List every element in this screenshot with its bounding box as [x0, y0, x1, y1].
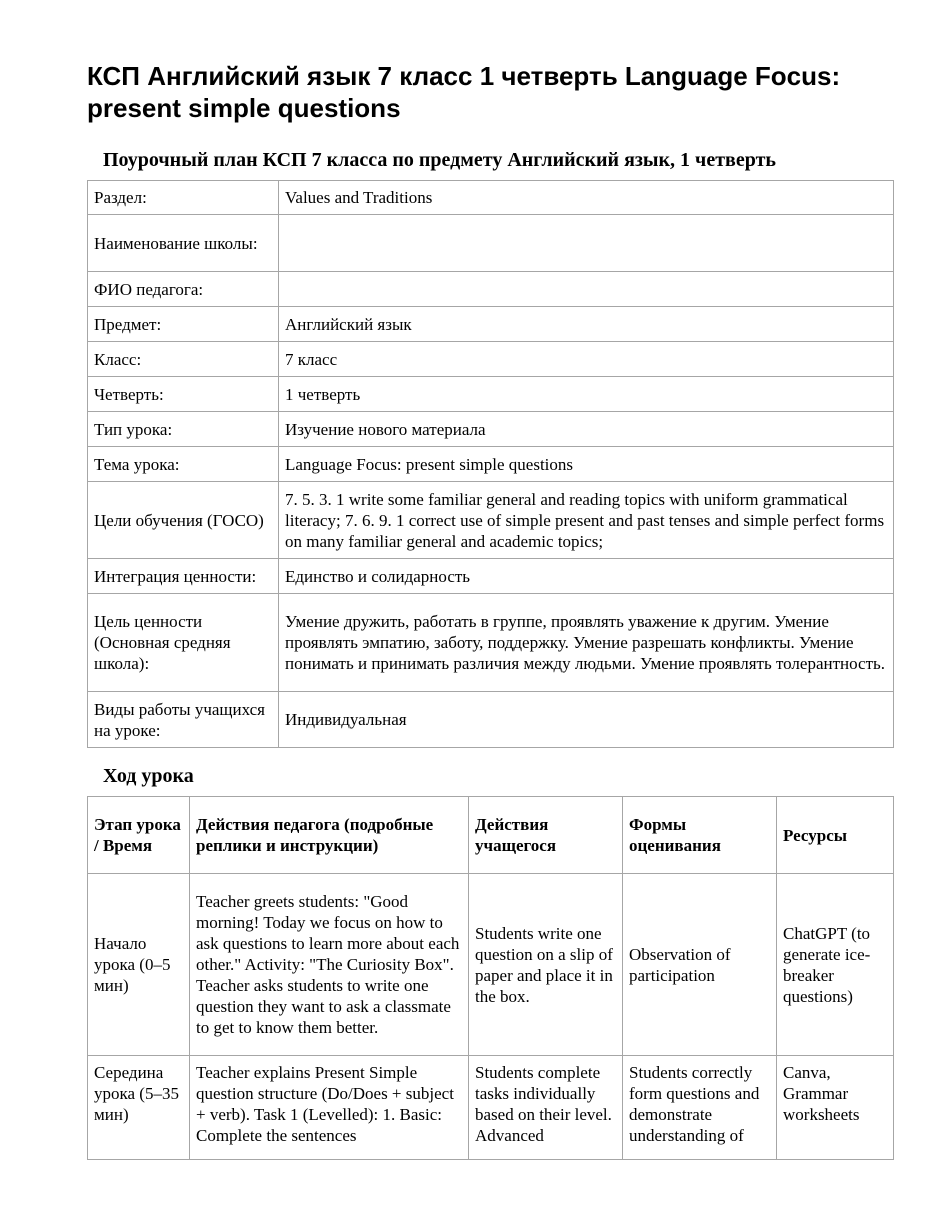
header-student-actions: Действия учащегося — [469, 797, 623, 874]
lesson-course-heading: Ход урока — [103, 765, 194, 787]
info-label: Четверть: — [88, 377, 279, 412]
info-value: Английский язык — [279, 307, 894, 342]
lesson-table — [87, 796, 894, 1160]
info-row-learning-objectives — [88, 482, 894, 559]
assessment-text: Students correctly form questions and demonstrate understanding of — [629, 1063, 760, 1145]
info-label: ФИО педагога: — [88, 272, 279, 307]
header-resources: Ресурсы — [777, 797, 894, 874]
info-table — [87, 180, 894, 748]
info-label: Предмет: — [88, 307, 279, 342]
info-value: 1 четверть — [279, 377, 894, 412]
lesson-row-middle — [88, 1056, 894, 1160]
info-value: 7 класс — [279, 342, 894, 377]
info-value: Единство и солидарность — [279, 559, 894, 594]
info-label: Виды работы учащихся на уроке: — [88, 692, 279, 748]
student-actions-text: Students complete tasks individually based on their level. Advanced — [475, 1063, 612, 1145]
info-row-school — [88, 215, 894, 272]
stage-cell: Начало урока (0–5 мин) — [88, 874, 190, 1056]
info-label: Раздел: — [88, 181, 279, 215]
header-teacher-actions: Действия педагога (подробные реплики и инструкции) — [190, 797, 469, 874]
header-assessment: Формы оценивания — [623, 797, 777, 874]
lesson-header-row — [88, 797, 894, 874]
info-value: Умение дружить, работать в группе, проявлять уважение к другим. Умение проявлять эмпатию, заботу, поддержку. Умение разрешать конфликты. Умение понимать и принимать различия между людьми. Умение проявлять толерантность. — [279, 594, 894, 692]
lesson-row-start — [88, 874, 894, 1056]
info-row-section — [88, 181, 894, 215]
assessment-cell: Observation of participation — [623, 874, 777, 1056]
info-value: Изучение нового материала — [279, 412, 894, 447]
info-label: Цели обучения (ГОСО) — [88, 482, 279, 559]
info-row-work-types — [88, 692, 894, 748]
stage-text: Середина урока (5–35 мин) — [94, 1063, 179, 1124]
info-value — [279, 215, 894, 272]
info-value: Language Focus: present simple questions — [279, 447, 894, 482]
info-label: Тип урока: — [88, 412, 279, 447]
teacher-actions-text: Teacher explains Present Simple question structure (Do/Does + subject + verb). Task 1 (Levelled): 1. Basic: Complete the sentences — [196, 1063, 454, 1145]
resources-text: Canva, Grammar worksheets — [783, 1063, 860, 1124]
info-value: Индивидуальная — [279, 692, 894, 748]
info-row-teacher — [88, 272, 894, 307]
stage-cell — [88, 1056, 190, 1160]
info-row-quarter — [88, 377, 894, 412]
info-label: Тема урока: — [88, 447, 279, 482]
teacher-actions-cell — [190, 1056, 469, 1160]
student-actions-cell: Students write one question on a slip of paper and place it in the box. — [469, 874, 623, 1056]
info-value: 7. 5. 3. 1 write some familiar general and reading topics with uniform grammatical literacy; 7. 6. 9. 1 correct use of simple present and past tenses and simple perfect forms on many familiar general and academic topics; — [279, 482, 894, 559]
info-row-value-goal — [88, 594, 894, 692]
teacher-actions-cell: Teacher greets students: "Good morning! Today we focus on how to ask questions to learn more about each other." Activity: "The Curiosity Box". Teacher asks students to write one question they want to ask a classmate to get to know them better. — [190, 874, 469, 1056]
info-label: Интеграция ценности: — [88, 559, 279, 594]
info-value: Values and Traditions — [279, 181, 894, 215]
assessment-cell — [623, 1056, 777, 1160]
document-title: КСП Английский язык 7 класс 1 четверть Language Focus: present simple questions — [87, 61, 841, 123]
info-row-lesson-topic — [88, 447, 894, 482]
info-label: Класс: — [88, 342, 279, 377]
info-row-grade — [88, 342, 894, 377]
info-value — [279, 272, 894, 307]
student-actions-cell — [469, 1056, 623, 1160]
header-stage: Этап урока / Время — [88, 797, 190, 874]
resources-cell — [777, 1056, 894, 1160]
info-label: Наименование школы: — [88, 215, 279, 272]
info-row-lesson-type — [88, 412, 894, 447]
info-row-value-integration — [88, 559, 894, 594]
info-row-subject — [88, 307, 894, 342]
document-page — [87, 0, 893, 1160]
plan-heading: Поурочный план КСП 7 класса по предмету Английский язык, 1 четверть — [103, 149, 776, 171]
resources-cell: ChatGPT (to generate ice-breaker questions) — [777, 874, 894, 1056]
info-label: Цель ценности (Основная средняя школа): — [88, 594, 279, 692]
